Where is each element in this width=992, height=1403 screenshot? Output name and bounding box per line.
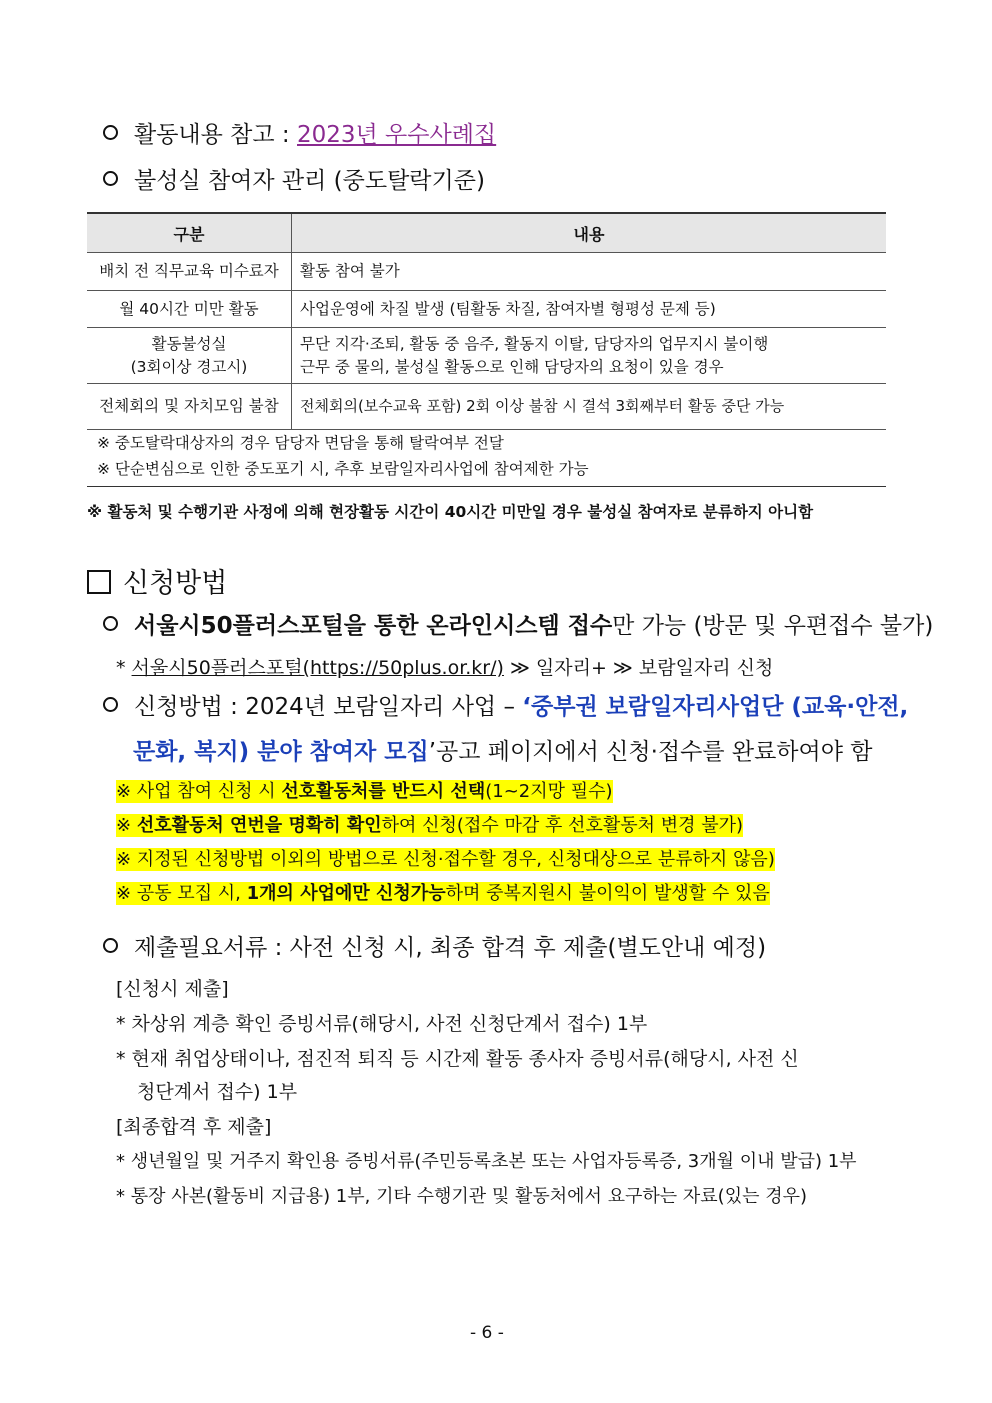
apply-line-3: 신청방법 : 2024년 보람일자리 사업 – ‘중부권 보람일자리사업단 (교육·안전, <box>103 688 908 721</box>
table-row <box>87 384 886 430</box>
docs-group-2: [최종합격 후 제출] <box>116 1116 272 1138</box>
dropout-heading: 불성실 참여자 관리 (중도탈락기준) <box>103 162 485 195</box>
portal-link[interactable]: 서울시50플러스포털(https://50plus.or.kr/) <box>131 657 504 679</box>
table-row <box>87 291 886 328</box>
table-header-category: 구분 <box>87 213 292 253</box>
table-header-content: 내용 <box>292 213 887 253</box>
dropout-criteria-table <box>87 212 886 430</box>
page-number: - 6 - <box>470 1323 504 1343</box>
table-cell-content: 사업운영에 차질 발생 (팀활동 차질, 참여자별 형평성 문제 등) <box>292 291 887 328</box>
docs-group-1: [신청시 제출] <box>116 978 229 1000</box>
apply-line-2: * 서울시50플러스포털(https://50plus.or.kr/) ≫ 일자리+ ≫ 보람일자리 신청 <box>116 657 774 679</box>
note-line: ※ 단순변심으로 인한 중도포기 시, 추후 보람일자리사업에 참여제한 가능 <box>97 460 589 478</box>
highlight-note: ※ 선호활동처 연번을 명확히 확인하여 신청(접수 마감 후 선호활동처 변경 불가) <box>116 815 744 836</box>
checkbox-square-icon <box>87 570 111 594</box>
bold-note: ※ 활동처 및 수행기관 사정에 의해 현장활동 시간이 40시간 미만일 경우 불성실 참여자로 분류하지 아니함 <box>87 503 814 521</box>
highlight-note: ※ 사업 참여 신청 시 선호활동처를 반드시 선택(1~2지망 필수) <box>116 781 613 802</box>
bullet-circle-icon <box>103 125 118 140</box>
table-cell-content: 활동 참여 불가 <box>292 253 887 291</box>
table-cell-category: 활동불성실 (3회이상 경고시) <box>87 328 292 384</box>
table-cell-content: 무단 지각·조퇴, 활동 중 음주, 활동지 이탈, 담당자의 업무지시 불이행 근무 중 물의, 불성실 활동으로 인해 담당자의 요청이 있을 경우 <box>292 328 887 384</box>
ref-line: 활동내용 참고 : 2023년 우수사례집 <box>103 116 496 149</box>
highlight-note: ※ 지정된 신청방법 이외의 방법으로 신청·접수할 경우, 신청대상으로 분류하지 않음) <box>116 849 775 870</box>
note-line: ※ 중도탈락대상자의 경우 담당자 면담을 통해 탈락여부 전달 <box>97 434 504 452</box>
table-cell-content: 전체회의(보수교육 포함) 2회 이상 불참 시 결석 3회째부터 활동 중단 가능 <box>292 384 887 430</box>
doc-item: * 생년월일 및 거주지 확인용 증빙서류(주민등록초본 또는 사업자등록증, 3개월 이내 발급) 1부 <box>116 1151 857 1172</box>
table-cell-category: 전체회의 및 자치모임 불참 <box>87 384 292 430</box>
doc-item: * 차상위 계층 확인 증빙서류(해당시, 사전 신청단계서 접수) 1부 <box>116 1013 648 1035</box>
highlight-note: ※ 공동 모집 시, 1개의 사업에만 신청가능하며 중복지원시 불이익이 발생할 수 있음 <box>116 883 770 904</box>
table-cell-category: 배치 전 직무교육 미수료자 <box>87 253 292 291</box>
table-row <box>87 328 886 384</box>
doc-item-cont: 청단계서 접수) 1부 <box>137 1081 298 1103</box>
bullet-circle-icon <box>103 938 118 953</box>
apply-line-1: 서울시50플러스포털을 통한 온라인시스템 접수만 가능 (방문 및 우편접수 불가) <box>103 607 933 640</box>
table-notes <box>87 428 886 487</box>
doc-item: * 통장 사본(활동비 지급용) 1부, 기타 수행기관 및 활동처에서 요구하는 자료(있는 경우) <box>116 1186 808 1207</box>
apply-line-4: 문화, 복지) 분야 참여자 모집’공고 페이지에서 신청·접수를 완료하여야 함 <box>133 739 873 765</box>
section-title: 신청방법 <box>87 561 227 600</box>
bullet-circle-icon <box>103 171 118 186</box>
casebook-link[interactable]: 2023년 우수사례집 <box>297 122 497 148</box>
bullet-circle-icon <box>103 616 118 631</box>
table-cell-category: 월 40시간 미만 활동 <box>87 291 292 328</box>
table-row <box>87 253 886 291</box>
docs-title: 제출필요서류 : 사전 신청 시, 최종 합격 후 제출(별도안내 예정) <box>103 929 766 962</box>
doc-item: * 현재 취업상태이나, 점진적 퇴직 등 시간제 활동 종사자 증빙서류(해당시, 사전 신 <box>116 1048 799 1070</box>
bullet-circle-icon <box>103 697 118 712</box>
